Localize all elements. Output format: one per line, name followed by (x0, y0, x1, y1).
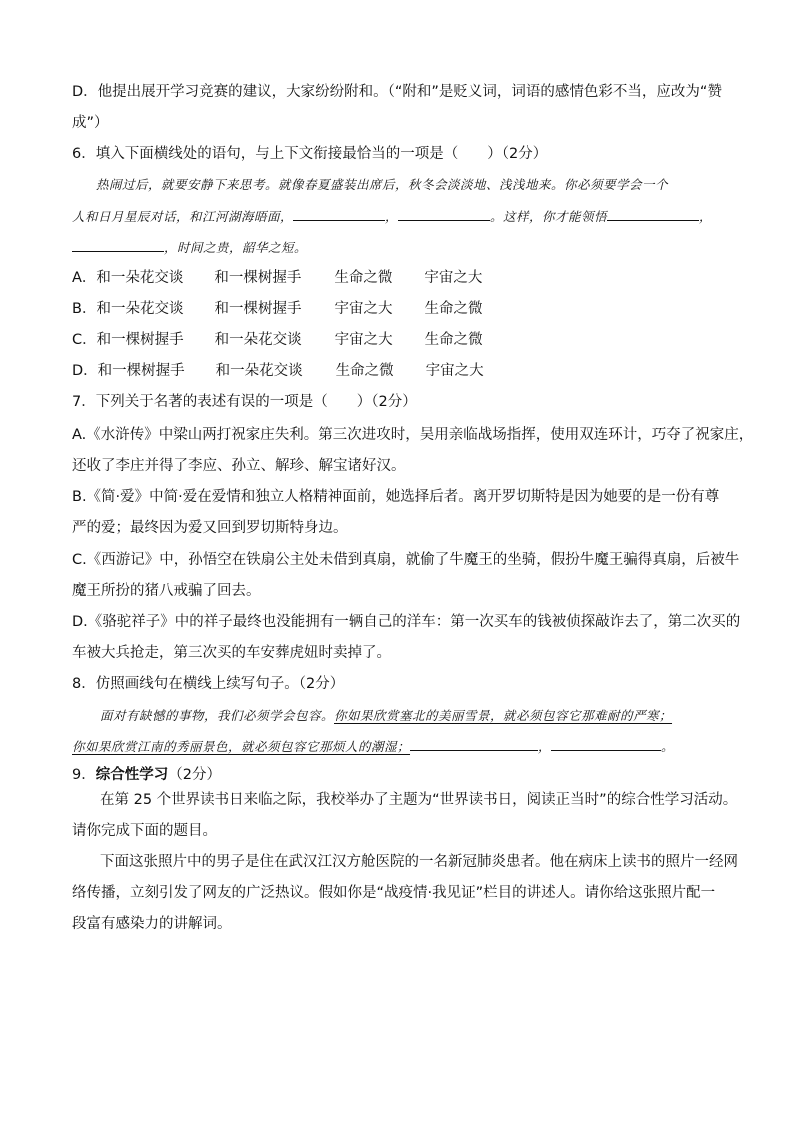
q9-heading (72, 765, 221, 785)
q5-option-d-line2: 成”） (72, 115, 109, 131)
q9-para2-line1: 下面这张照片中的男子是住在武汉江汉方舱医院的一名新冠肺炎患者。他在病床上读书的照片一经网 (100, 854, 738, 870)
option-item: 和一棵树握手 (96, 332, 184, 348)
q6-option-b[interactable] (72, 299, 482, 319)
blank-3[interactable] (607, 206, 699, 221)
q6-passage-text-2: 。这样，你才能领悟 (490, 209, 608, 224)
q8-line2 (72, 736, 674, 757)
q7-option-b-line1: B.《简·爱》中简·爱在爱情和独立人格精神面前，她选择后者。离开罗切斯特是因为她要的是一份有尊 (72, 489, 720, 505)
q8-blank-2[interactable] (551, 736, 661, 751)
q5-option-d-line1: D．他提出展开学习竞赛的建议，大家纷纷附和。（“附和”是贬义词，词语的感情色彩不当，应改为“赞 (72, 84, 722, 100)
option-item: 宇宙之大 (334, 301, 393, 317)
q6-option-d[interactable] (72, 361, 484, 381)
punct: 。 (661, 739, 675, 754)
punct: ， (538, 739, 552, 754)
q8-intro-text: 面对有缺憾的事物，我们必须学会包容。 (100, 708, 335, 723)
option-item: 生命之微 (424, 301, 483, 317)
q6-passage-line1: 热闹过后，就要安静下来思考。就像春夏盛装出席后，秋冬会淡淡地、浅浅地来。你必须要学会一个 (96, 177, 669, 192)
option-item: 和一朵花交谈 (214, 332, 302, 348)
option-letter: A． (72, 270, 97, 286)
q9-para1-line2: 请你完成下面的题目。 (72, 823, 217, 839)
q6-option-c[interactable] (72, 330, 483, 350)
option-letter: D． (72, 363, 98, 379)
blank-4[interactable] (72, 237, 164, 252)
option-item: 和一棵树握手 (97, 363, 185, 379)
q6-passage-text: 人和日月星辰对话，和江河湖海晤面， (72, 209, 294, 224)
q9-para1-line1: 在第 25 个世界读书日来临之际，我校举办了主题为“世界读书日，阅读正当时”的综合性学习活动。 (100, 792, 738, 808)
q6-passage-text-3: ，时间之贵，韶华之短。 (164, 240, 308, 255)
q9-score: （2分） (168, 767, 221, 783)
option-item: 生命之微 (335, 363, 394, 379)
q7-option-a-line1: A.《水浒传》中梁山两打祝家庄失利。第三次进攻时，吴用亲临战场指挥，使用双连环计，巧夺了祝家庄， (72, 427, 754, 443)
q9-para2-line3: 段富有感染力的讲解词。 (72, 916, 232, 932)
option-item: 和一朵花交谈 (96, 270, 184, 286)
q8-blank-1[interactable] (410, 736, 538, 751)
q6-stem: 6．填入下面横线处的语句，与上下文衔接最恰当的一项是（ ）（2分） (72, 146, 548, 162)
q7-option-b-line2: 严的爱；最终因为爱又回到罗切斯特身边。 (72, 520, 348, 536)
q7-option-d-line2: 车被大兵抢走，第三次买的车安葬虎妞时卖掉了。 (72, 645, 391, 661)
q8-underlined-sentence-2: 你如果欣赏江南的秀丽景色，就必须包容它那烦人的潮湿； (72, 739, 411, 754)
option-item: 和一棵树握手 (214, 270, 302, 286)
option-item: 生命之微 (424, 332, 483, 348)
punct: ， (385, 209, 399, 224)
option-item: 和一朵花交谈 (215, 363, 303, 379)
option-item: 和一朵花交谈 (96, 301, 184, 317)
option-item: 宇宙之大 (424, 270, 483, 286)
q8-stem: 8．仿照画线句在横线上续写句子。（2分） (72, 676, 345, 692)
option-item: 宇宙之大 (425, 363, 484, 379)
q6-option-a[interactable] (72, 268, 482, 288)
option-letter: B． (72, 301, 97, 317)
q8-line1 (100, 706, 672, 726)
q7-option-c-line1: C.《西游记》中，孙悟空在铁扇公主处未借到真扇，就偷了牛魔王的坐骑，假扮牛魔王骗得真扇，后被牛 (72, 552, 740, 568)
q6-passage-line2 (72, 206, 712, 227)
q6-passage-line3 (72, 237, 307, 258)
blank-1[interactable] (293, 206, 385, 221)
q7-stem: 7．下列关于名著的表述有误的一项是（ ）（2分） (72, 394, 417, 410)
option-letter: C． (72, 332, 97, 348)
q7-option-a-line2: 还收了李庄并得了李应、孙立、解珍、解宝诸好汉。 (72, 458, 406, 474)
option-item: 生命之微 (334, 270, 393, 286)
punct: ， (699, 209, 713, 224)
q9-title: 综合性学习 (95, 767, 169, 783)
q8-underlined-sentence: 你如果欣赏塞北的美丽雪景，就必须包容它那难耐的严寒； (334, 708, 673, 723)
option-item: 和一棵树握手 (214, 301, 302, 317)
q9-para2-line2: 络传播，立刻引发了网友的广泛热议。假如你是“战疫情·我见证”栏目的讲述人。请你给这张照片配一 (72, 885, 716, 901)
blank-2[interactable] (398, 206, 490, 221)
q7-option-c-line2: 魔王所扮的猪八戒骗了回去。 (72, 583, 261, 599)
option-item: 宇宙之大 (334, 332, 393, 348)
q9-number: 9． (72, 767, 96, 783)
q7-option-d-line1: D.《骆驼祥子》中的祥子最终也没能拥有一辆自己的洋车：第一次买车的钱被侦探敲诈去了，第二次买的 (72, 614, 741, 630)
